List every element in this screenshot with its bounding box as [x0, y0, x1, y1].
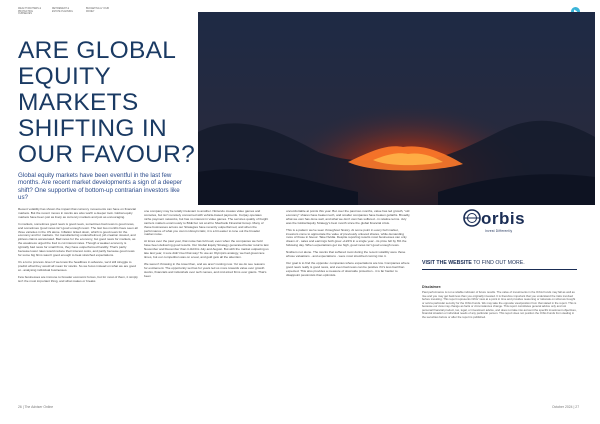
globe-icon [463, 207, 481, 229]
visit-rest: TO FIND OUT MORE. [473, 260, 525, 266]
paragraph: Recent volatility has shown the impact that currency movements can have on financial markets. But the recent moves in stocks are also worth a deeper look. Global equity markets have been just as lively as currency markets and just as encouraging. [18, 207, 136, 219]
paragraph: Nvidia is not alone. The stocks that suffered most during the recent volatility were those whose valuations - and expectations - were most stretched coming into it. [286, 250, 406, 259]
lead-paragraph: Global equity markets have been eventful in the last few months. Are recent market developments a sign of a deeper shift? One supportive of bottom-up contrarian investors like us? [18, 172, 183, 201]
body-column-1 [18, 208, 138, 286]
divider [422, 269, 577, 270]
top-nav [18, 8, 110, 16]
paragraph: This is a pattern we've seen throughout history. At some point in every bull market, investors come to appreciate the value of previously unloved shares, while demanding more of those in favour. Take Nvidia. Despite reporting results most businesses can only dream of - sales and earnings both grew +122% in a single year - its price fell by 6% the following day. When expectations get too high, good news isn't good enough news. [286, 227, 407, 248]
nav-item[interactable]: BUDGETING & YOUR MONEY [86, 8, 110, 13]
visit-bold: VISIT THE WEBSITE [422, 260, 472, 266]
disclaimer-heading: Disclaimer: [422, 285, 442, 289]
page-title: ARE GLOBAL EQUITY MARKETS SHIFTING IN OUR FAVOUR? [18, 37, 196, 168]
visit-website-link[interactable] [422, 260, 582, 266]
tagline: Invest Differently [485, 229, 513, 233]
footer-right: October 2024 | 27 [552, 405, 580, 409]
paragraph: In markets, sometimes good news is good news, sometimes bad news is good news, and sometimes 'good news isn't good enough news'. The last two months have seen all three varieties in the US alone. Inflation ticked down, which is good news for the economy and for markets. Yet manufacturing underwhelmed, job creation slowed, and jobless claims accelerated. Bad news for the economy, but good news for markets, as the weakness urged the Fed to cut interest rates. Though a weaker economy is typically bad news for small firms, they have outperformed handily. That's partly because lower rates would reduce their interest costs, and partly because good news for some big firms wasn't good enough to beat stretched expectations. [18, 221, 138, 257]
orbis-advert[interactable] [422, 205, 582, 400]
paragraph: Few businesses are immune to broader economic forces, but for most of them, it simply isn't the most important thing, and what makes or breaks [18, 274, 138, 283]
nav-item[interactable]: RETIREMENT & ESTATE PLANNING [52, 8, 73, 13]
orbis-logo [463, 205, 543, 241]
hero-image [198, 12, 595, 205]
paragraph: one company may be totally irrelevant to another. Nintendo creates video games and consoles, but isn't remotely concerned with vehicle-based payments. Corpay operates niche payment networks, but has no interest in video games. The services quality of freight carriers matters enormously to BAE but not at all to Sberbank Financial Group. Many of these businesses across our Strategies have recently outperformed, and when the performance of what you own is idiosyncratic, it is a bit easier to tune out the broader market noise. [144, 209, 269, 237]
paragraph: Our goal is to find the opposite: companies where expectations are low. Companies where good news really is good news, and even bad news can be positive if it's less bad than expected. This also provides a measure of downside protection - it is far harder to disappoint pessimists than optimists. [286, 260, 410, 277]
body-column-3 [286, 210, 411, 281]
paragraph: It's a lot to process. Even if we knew the headlines in advance, we'd still struggle to predict what they would all mean for stocks. So we focus instead on what we are good at - analysing individual businesses. [18, 259, 136, 272]
footer-left: 26 | The Adviser Online [18, 405, 54, 409]
volcano-illustration [198, 12, 595, 205]
disclaimer-text: Past performance is not a reliable indicator of future results. The value of investments in the Orbis Funds may fall as well as rise and you may get back less than you originally invested. It is therefore important that you understand the risks involved before investing. This report represents Orbis' view at a point in time and provides reasoning or rationale on what we bought or sold a particular security for the Orbis Funds. We may take the opposite view/position from that stated in the report. This is because our view may change as facts or circumstances change. This report constitutes general advice only and not personal financial product, tax, legal, or investment advice, and does not take into account the specific investment objectives, financial situation or individual needs of any particular person. This report does not position the Orbis Funds from dealing in the securities before or after the report is published. [422, 290, 577, 319]
nav-item[interactable]: WEALTH MATTERS & PROTECTING OURSELVES [18, 8, 42, 16]
logo-wordmark: orbis [481, 209, 526, 228]
paragraph: We weren't throwing in the towel then, and we aren't resting now. Yet we do see reasons for excitement. The opportunity set has for years led us more towards value over growth stocks, financials and industrials over tech names, and mid-sized firms over giants. That's been [144, 261, 267, 278]
paragraph: uncomfortable at points this year. But over the past two months, value has led growth, "old economy" shares have beaten tech, and smaller companies have beaten goliaths. Broadly, what we own has done well, and what we don't own has suffered - in relative terms. July was the Global Equity Strategy's best month since the global financial crisis. [286, 209, 411, 225]
paragraph: At times over the past year, that noise has felt loud, even when the companies we hold have been delivering good results. Our Global Equity Strategy generated better returns last November and December than it did this July and August. But with the market outpacing us late last year, it sure didn't feel that way! To use an Olympics analogy, we had great race times, but our competition was on a tear, and gold gets all the attention. [144, 239, 269, 259]
body-column-2 [144, 210, 269, 282]
